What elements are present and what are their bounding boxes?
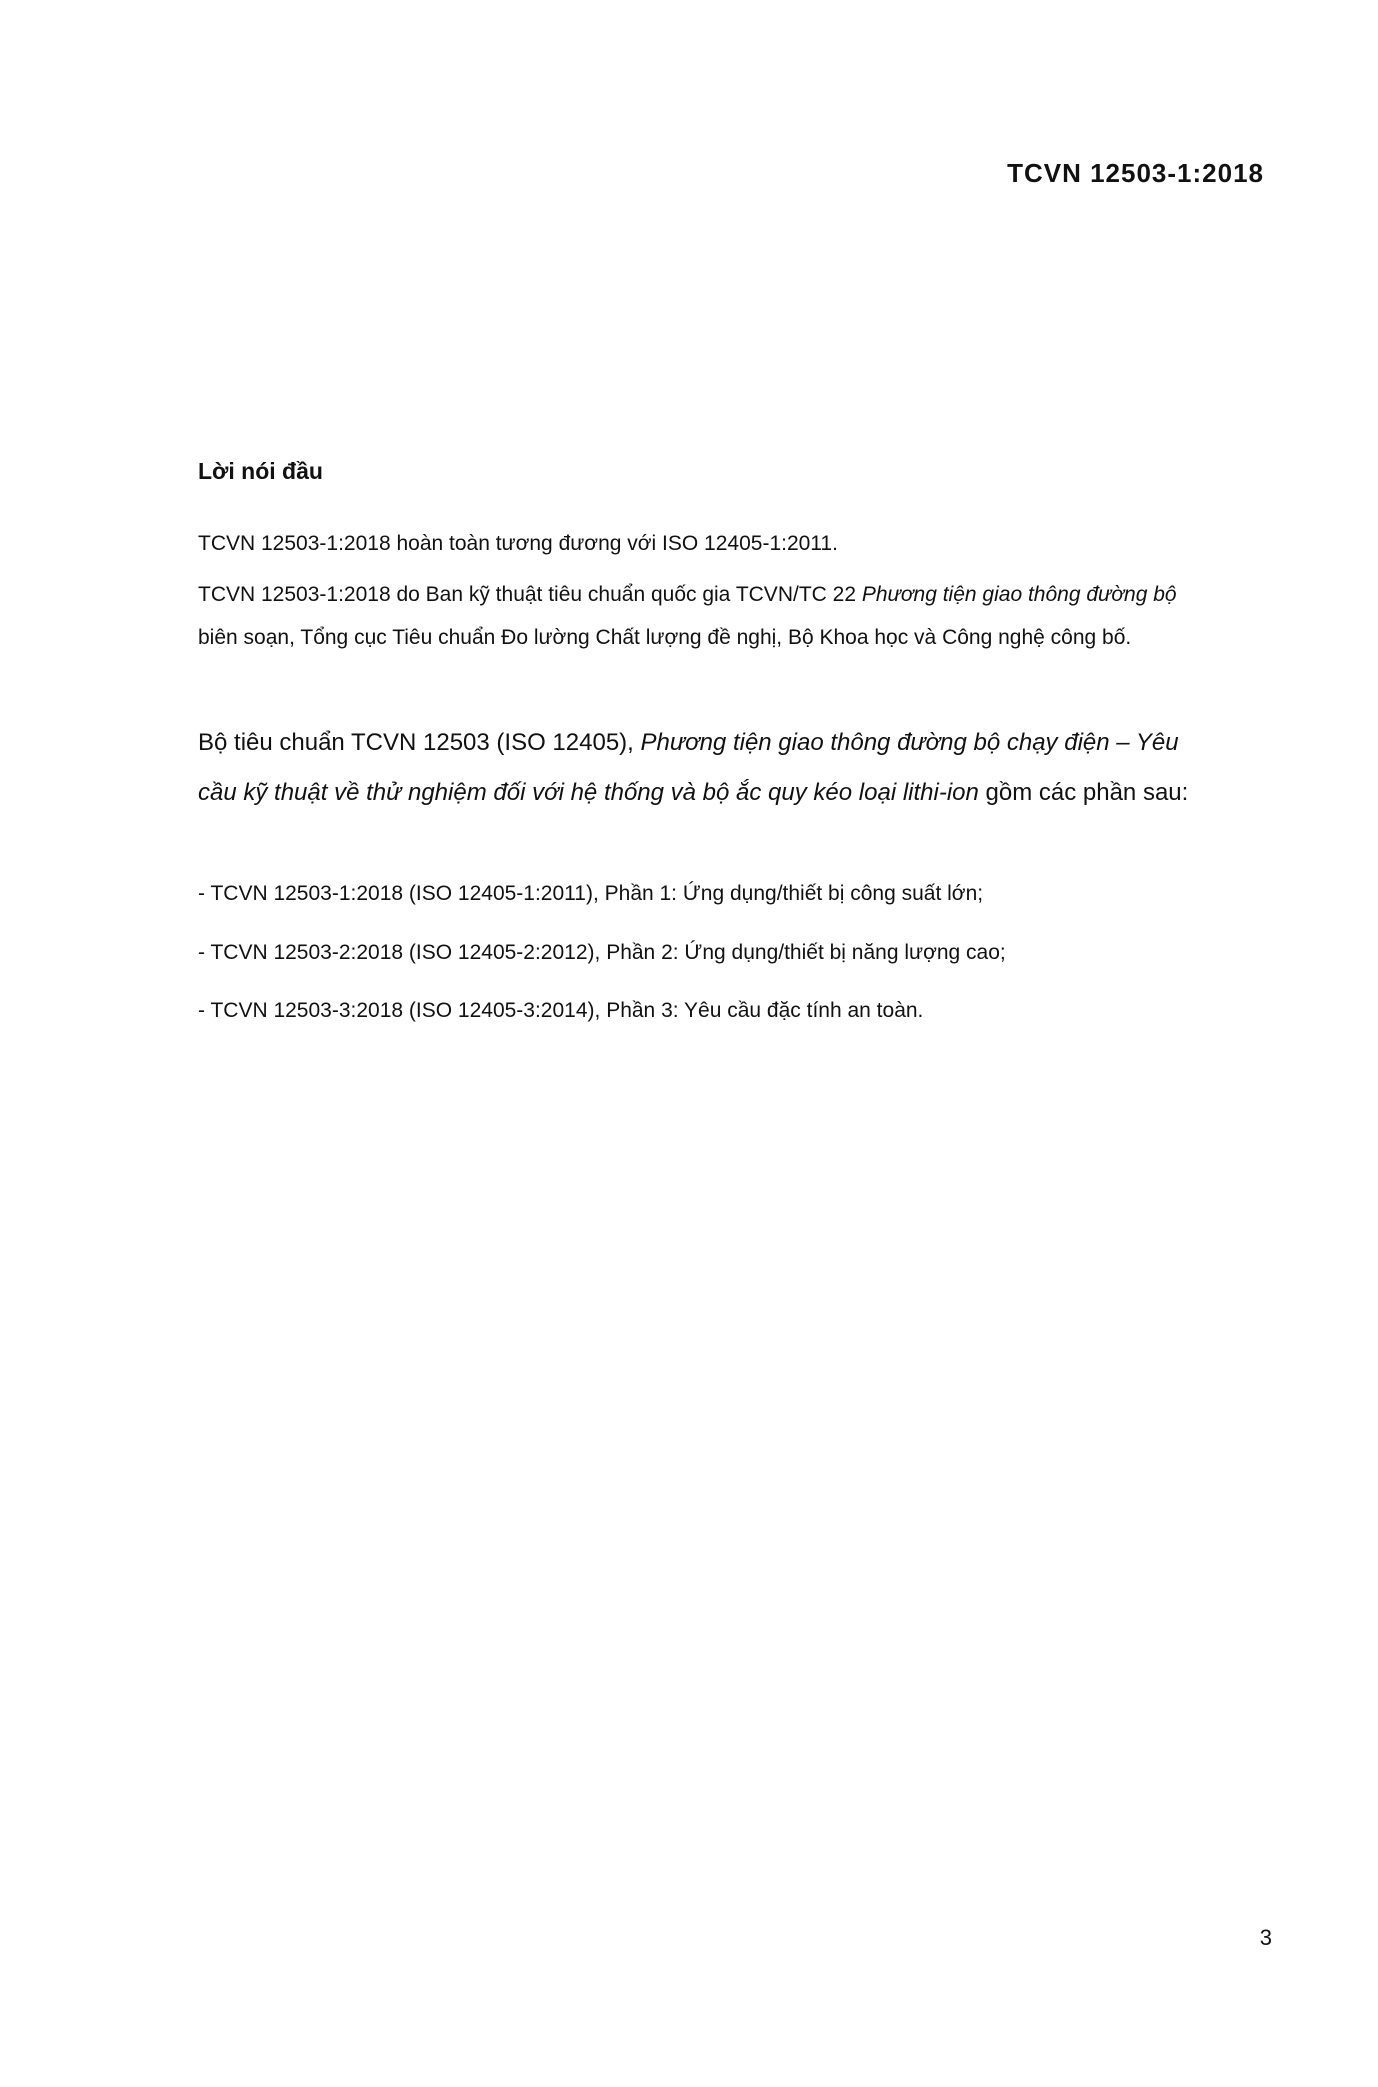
series-title: Phương tiện giao thông đường bộ chạy điện – Yêu cầu kỹ thuật về thử nghiệm đối với hệ thống và bộ ắc quy kéo loại lithi-ion [198, 729, 1179, 806]
list-item-part-3: - TCVN 12503-3:2018 (ISO 12405-3:2014), Phần 3: Yêu cầu đặc tính an toàn. [198, 999, 924, 1022]
series-text-a: Bộ tiêu chuẩn TCVN 12503 (ISO 12405), [198, 729, 641, 756]
compilation-text-a: TCVN 12503-1:2018 do Ban kỹ thuật tiêu chuẩn quốc gia TCVN/TC 22 [198, 583, 862, 606]
foreword-paragraph-compilation [198, 573, 1198, 659]
compilation-text-c: biên soạn, Tổng cục Tiêu chuẩn Đo lường Chất lượng đề nghị, Bộ Khoa học và Công nghệ công bố. [198, 626, 1132, 649]
series-text-c: gồm các phần sau: [978, 779, 1189, 806]
list-item-part-2: - TCVN 12503-2:2018 (ISO 12405-2:2012), Phần 2: Ứng dụng/thiết bị năng lượng cao; [198, 941, 1006, 964]
document-code: TCVN 12503-1:2018 [1007, 158, 1264, 188]
foreword-heading: Lời nói đầu [198, 458, 323, 484]
committee-name: Phương tiện giao thông đường bộ [861, 583, 1177, 606]
foreword-paragraph-equivalence: TCVN 12503-1:2018 hoàn toàn tương đương với ISO 12405-1:2011. [198, 532, 838, 555]
list-item-part-1: - TCVN 12503-1:2018 (ISO 12405-1:2011), Phần 1: Ứng dụng/thiết bị công suất lớn; [198, 882, 984, 905]
page-number: 3 [1259, 1925, 1272, 1950]
foreword-paragraph-series [198, 718, 1198, 818]
